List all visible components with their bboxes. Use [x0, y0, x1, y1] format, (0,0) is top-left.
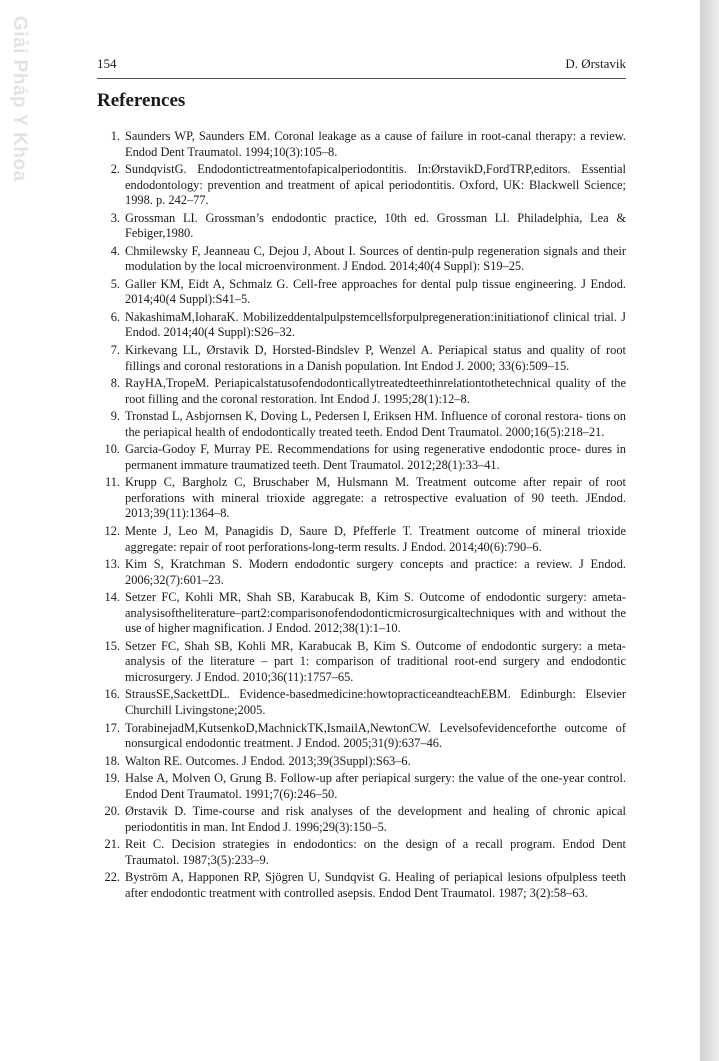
reference-item: [97, 754, 626, 770]
reference-text: StrausSE,SackettDL. Evidence-basedmedicine:howtopracticeandteachEBM. Edinburgh: Elsevier Churchill Livingstone;2005.: [125, 687, 626, 717]
reference-item: [97, 343, 626, 374]
reference-text: Ørstavik D. Time-course and risk analyses of the development and healing of chronic apical periodontitis in man. Int Endod J. 1996;29(3):150–5.: [125, 804, 626, 834]
reference-text: Mente J, Leo M, Panagidis D, Saure D, Pfefferle T. Treatment outcome of mineral trioxide aggregate: repair of root perforations-long-term results. J Endod. 2014;40(6):790–6.: [125, 524, 626, 554]
reference-item: [97, 590, 626, 637]
reference-text: Krupp C, Bargholz C, Bruschaber M, Hulsmann M. Treatment outcome after repair of root perforations with mineral trioxide aggregate: a retrospective evaluation of 90 teeth. JEndod. 2013;39(11):1364–8.: [125, 475, 626, 521]
reference-text: Saunders WP, Saunders EM. Coronal leakage as a cause of failure in root-canal therapy: a review. Endod Dent Traumatol. 1994;10(3):105–8.: [125, 129, 626, 159]
reference-number: 1.: [110, 129, 120, 143]
reference-item: [97, 162, 626, 209]
reference-text: Walton RE. Outcomes. J Endod. 2013;39(3Suppl):S63–6.: [125, 753, 411, 768]
reference-item: [97, 475, 626, 522]
reference-item: [97, 771, 626, 802]
reference-text: Tronstad L, Asbjornsen K, Doving L, Pedersen I, Eriksen HM. Influence of coronal restora- tions on the periapical health of endodontically treated teeth. Endod Dent Traumatol. 2000;16(5):218–21.: [125, 409, 626, 439]
reference-number: 13.: [104, 557, 120, 572]
reference-text: NakashimaM,IoharaK. Mobilizeddentalpulpstemcellsforpulpregeneration:initiationof clinical trial. J Endod. 2014;40(4 Suppl):S26–32.: [125, 309, 626, 340]
running-header: [97, 56, 626, 72]
reference-text: SundqvistG. Endodontictreatmentofapicalperiodontitis. In:ØrstavikD,FordTRP,editors. Essential endodontology: prevention and treatment of apical periodontitis. Oxford, UK: Blackwell Science; 1998. p. 242–77.: [125, 162, 626, 208]
reference-text: Reit C. Decision strategies in endodontics: on the design of a recall program. Endod Dent Traumatol. 1987;3(5):233–9.: [125, 837, 626, 867]
watermark: Giải Pháp Y Khoa: [9, 16, 30, 182]
reference-number: 14.: [104, 590, 120, 605]
reference-text: Byström A, Happonen RP, Sjögren U, Sundqvist G. Healing of periapical lesions ofpulpless teeth after endodontic treatment with controlled asepsis. Endod Dent Traumatol. 1987; 3(2):58–63.: [125, 870, 626, 900]
reference-item: [97, 557, 626, 588]
reference-text: Kirkevang LL, Ørstavik D, Horsted-Bindslev P, Wenzel A. Periapical status and quality of root fillings and coronal restorations in a Danish population. Int Endod J. 2000; 33(6):509–15.: [125, 343, 626, 373]
reference-number: 11.: [104, 475, 120, 490]
reference-text: RayHA,TropeM. Periapicalstatusofendodonticallytreatedteethinrelationtothetechnical quality of the root filling and the coronal restoration. Int Endod J. 1995;28(1):12–8.: [125, 376, 626, 406]
reference-item: [97, 310, 626, 341]
reference-item: [97, 639, 626, 686]
reference-item: [97, 129, 626, 160]
reference-number: 3.: [110, 210, 120, 225]
reference-number: 4.: [110, 243, 120, 258]
reference-text: Kim S, Kratchman S. Modern endodontic surgery concepts and practice: a review. J Endod. 2006;32(7):601–23.: [125, 557, 626, 587]
reference-text: Setzer FC, Shah SB, Kohli MR, Karabucak B, Kim S. Outcome of endodontic surgery: a meta-analysis of the literature – part 1: comparison of traditional root-end surgery and endodontic microsurgery. J Endod. 2010;36(11):1757–65.: [125, 638, 626, 684]
reference-text: Grossman LI. Grossman’s endodontic practice, 10th ed. Grossman LI. Philadelphia, Lea & Febiger,1980.: [125, 210, 626, 241]
reference-number: 5.: [110, 276, 120, 291]
reference-number: 10.: [104, 442, 120, 457]
reference-item: [97, 211, 626, 242]
reference-number: 19.: [104, 771, 120, 786]
reference-number: 21.: [104, 837, 120, 852]
reference-number: 12.: [104, 524, 120, 539]
reference-number: 16.: [104, 687, 120, 702]
reference-text: Setzer FC, Kohli MR, Shah SB, Karabucak B, Kim S. Outcome of endodontic surgery: ameta-analysisoftheliterature–part2:comparisonofendodonticmicrosurgicaltechniques with and without the use of higher magnification. J Endod. 2012;38(1):1–10.: [125, 590, 626, 636]
reference-item: [97, 409, 626, 440]
reference-number: 17.: [104, 720, 120, 735]
reference-text: TorabinejadM,KutsenkoD,MachnickTK,IsmailA,NewtonCW. Levelsofevidenceforthe outcome of nonsurgical endodontic treatment. J Endod. 2005;31(9):637–46.: [125, 720, 626, 750]
reference-number: 2.: [110, 162, 120, 177]
section-title: References: [97, 90, 186, 111]
reference-item: [97, 376, 626, 407]
reference-item: [97, 277, 626, 308]
reference-number: 9.: [110, 409, 120, 424]
reference-item: [97, 687, 626, 718]
reference-text: Galler KM, Eidt A, Schmalz G. Cell-free approaches for dental pulp tissue engineering. J Endod. 2014;40(4 Suppl):S41–5.: [125, 276, 626, 307]
reference-item: [97, 442, 626, 473]
running-author: D. Ørstavik: [565, 56, 626, 71]
header-rule: [97, 78, 626, 79]
reference-text: Halse A, Molven O, Grung B. Follow-up after periapical surgery: the value of the one-year control. Endod Dent Traumatol. 1991;7(6):246–50.: [125, 771, 626, 801]
reference-text: Chmilewsky F, Jeanneau C, Dejou J, About I. Sources of dentin-pulp regeneration signals and their modulation by the local microenvironment. J Endod. 2014;40(4 Suppl): S19–25.: [125, 243, 626, 274]
reference-text: Garcia-Godoy F, Murray PE. Recommendations for using regenerative endodontic proce- dures in permanent immature traumatized teeth. Dent Traumatol. 2012;28(1):33–41.: [125, 442, 626, 472]
reference-number: 18.: [104, 753, 120, 768]
reference-item: [97, 837, 626, 868]
reference-list: [97, 129, 626, 904]
reference-item: [97, 804, 626, 835]
reference-number: 15.: [104, 638, 120, 653]
reference-item: [97, 244, 626, 275]
reference-item: [97, 524, 626, 555]
page-edge: [700, 0, 719, 1061]
reference-item: [97, 870, 626, 901]
reference-number: 8.: [110, 376, 120, 391]
reference-number: 20.: [104, 804, 120, 819]
reference-number: 6.: [110, 309, 120, 324]
page-number: 154: [97, 56, 117, 71]
reference-item: [97, 721, 626, 752]
reference-number: 22.: [104, 870, 120, 885]
reference-number: 7.: [110, 343, 120, 358]
